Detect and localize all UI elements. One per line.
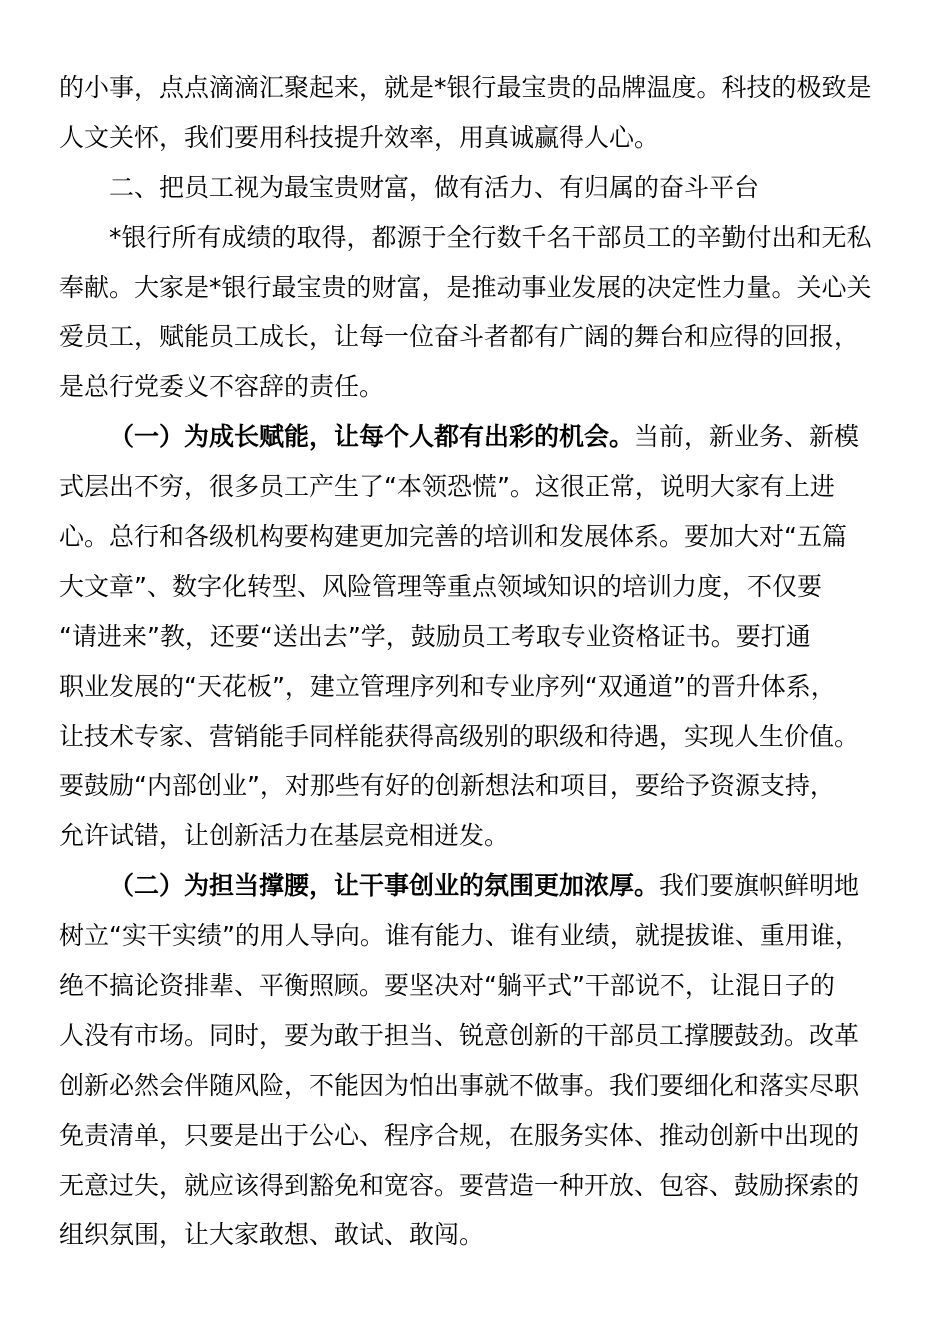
text-line-7: 是总行党委义不容辞的责任。 bbox=[59, 372, 385, 402]
text-line-21: 创新必然会伴随风险，不能因为怕出事就不做事。我们要细化和落实尽职 bbox=[59, 1070, 860, 1100]
text-line-20: 人没有市场。同时，要为敢于担当、锐意创新的干部员工撑腰鼓劲。改革 bbox=[59, 1020, 860, 1050]
document-body bbox=[59, 63, 895, 1260]
text-line-18: 树立“实干实绩”的用人导向。谁有能力、谁有业绩，就提拔谁、重用谁， bbox=[59, 921, 860, 951]
text-line-4: *银行所有成绩的取得，都源于全行数千名干部员工的辛勤付出和无私 bbox=[109, 222, 872, 252]
text-line-19: 绝不搞论资排辈、平衡照顾。要坚决对“躺平式”干部说不，让混日子的 bbox=[59, 971, 835, 1001]
text-line-2: 人文关怀，我们要用科技提升效率，用真诚赢得人心。 bbox=[59, 122, 660, 152]
subsection-heading-1: （一）为成长赋能，让每个人都有出彩的机会。 bbox=[109, 422, 635, 452]
text-line-12: “请进来”教，还要“送出去”学，鼓励员工考取专业资格证书。要打通 bbox=[59, 621, 811, 651]
text-line-13: 职业发展的“天花板”，建立管理序列和专业序列“双通道”的晋升体系， bbox=[59, 671, 836, 701]
text-line-14: 让技术专家、营销能手同样能获得高级别的职级和待遇，实现人生价值。 bbox=[59, 721, 860, 751]
text-line-22: 免责清单，只要是出于公心、程序合规，在服务实体、推动创新中出现的 bbox=[59, 1120, 860, 1150]
text-line-9: 式层出不穷，很多员工产生了“本领恐慌”。这很正常，说明大家有上进 bbox=[59, 472, 835, 502]
text-line-1: 的小事，点点滴滴汇聚起来，就是*银行最宝贵的品牌温度。科技的极致是 bbox=[59, 73, 872, 102]
text-line-15: 要鼓励“内部创业”，对那些有好的创新想法和项目，要给予资源支持， bbox=[59, 771, 835, 801]
text-line-23: 无意过失，就应该得到豁免和宽容。要营造一种开放、包容、鼓励探索的 bbox=[59, 1170, 860, 1200]
text-line-11: 大文章”、数字化转型、风险管理等重点领域知识的培训力度，不仅要 bbox=[59, 571, 822, 601]
subsection-heading-2: （二）为担当撑腰，让干事创业的氛围更加浓厚。 bbox=[109, 871, 660, 901]
subsection-line-1: （一）为成长赋能，让每个人都有出彩的机会。当前，新业务、新模 bbox=[109, 422, 860, 452]
subsection-line-2: （二）为担当撑腰，让干事创业的氛围更加浓厚。我们要旗帜鲜明地 bbox=[109, 871, 860, 901]
text-line-5: 奉献。大家是*银行最宝贵的财富，是推动事业发展的决定性力量。关心关 bbox=[59, 272, 872, 302]
text-line-10: 心。总行和各级机构要构建更加完善的培训和发展体系。要加大对“五篇 bbox=[59, 522, 847, 552]
text-line-24: 组织氛围，让大家敢想、敢试、敢闯。 bbox=[59, 1220, 485, 1250]
text-line-6: 爱员工，赋能员工成长，让每一位奋斗者都有广阔的舞台和应得的回报， bbox=[59, 322, 860, 352]
section-heading: 二、把员工视为最宝贵财富，做有活力、有归属的奋斗平台 bbox=[109, 172, 760, 202]
text-line-16: 允许试错，让创新活力在基层竞相迸发。 bbox=[59, 821, 510, 851]
